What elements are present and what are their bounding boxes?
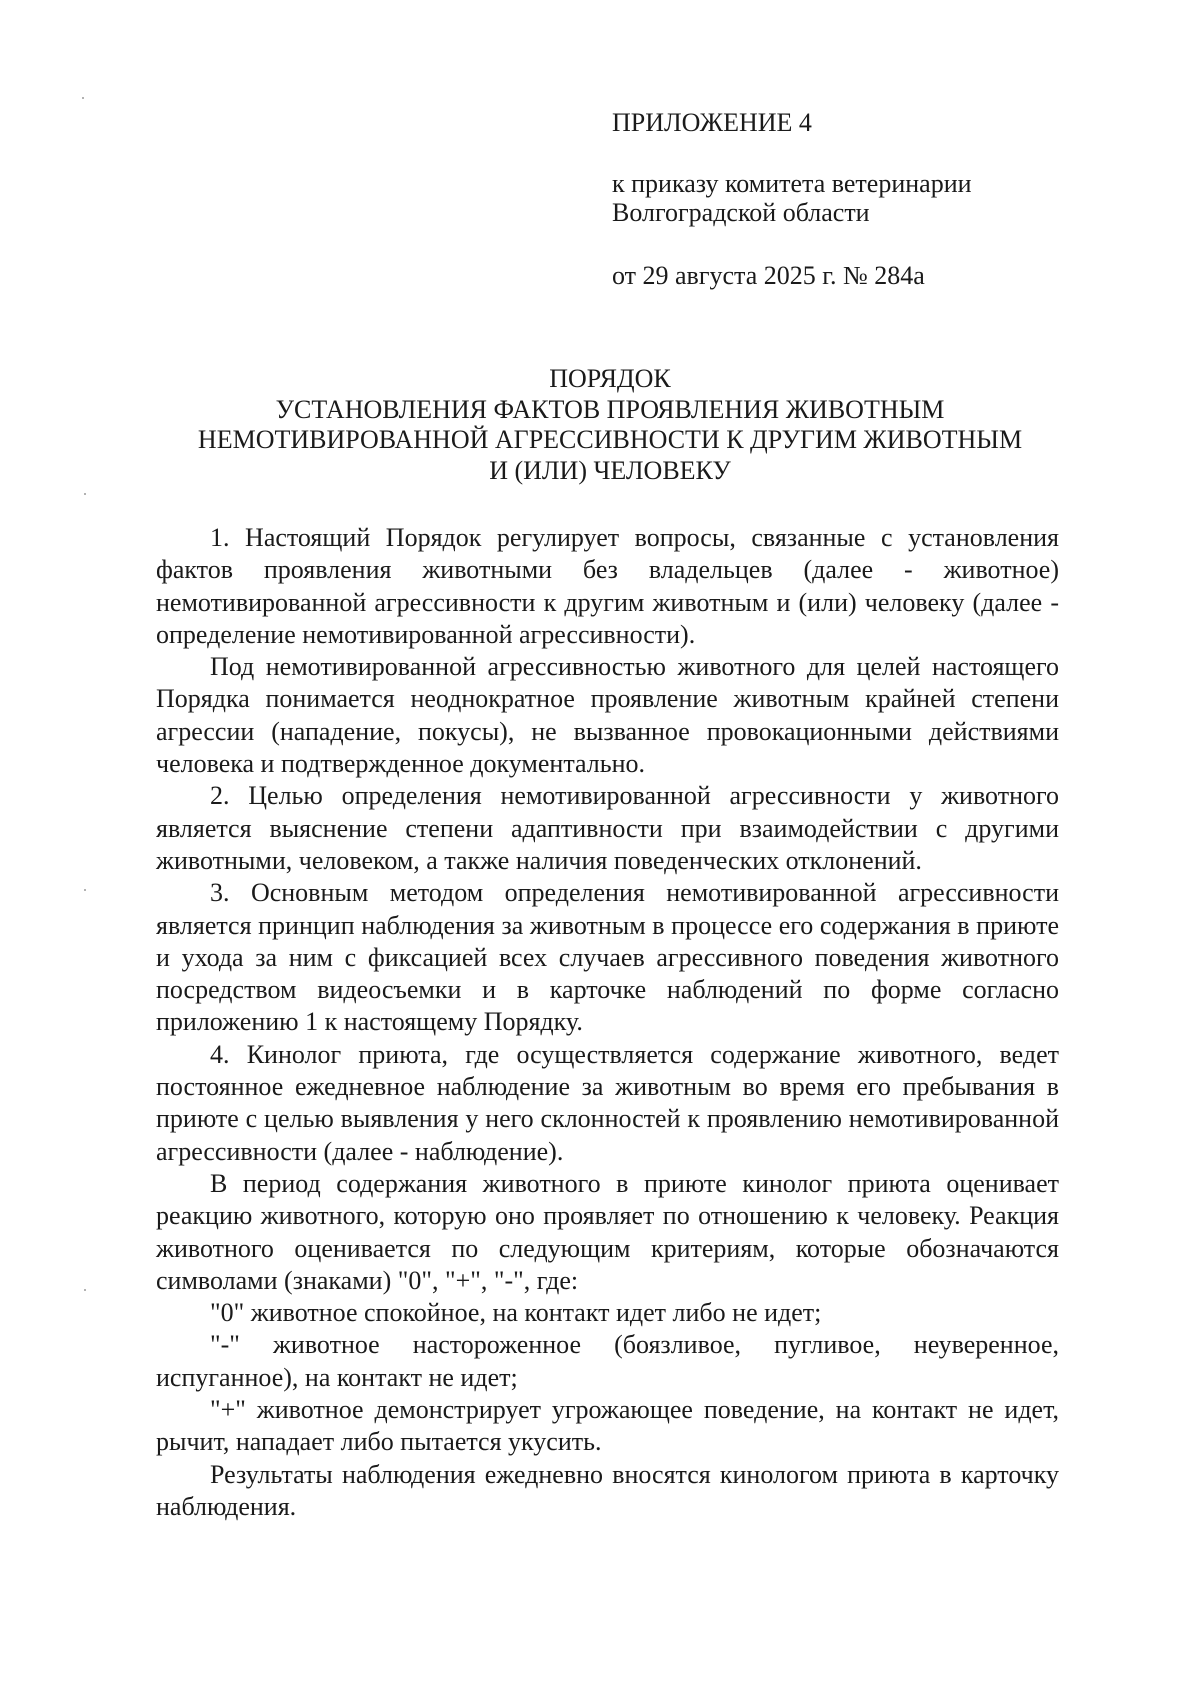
scan-speck — [82, 97, 84, 99]
appendix-date-number: от 29 августа 2025 г. № 284а — [612, 261, 925, 290]
scan-speck — [84, 493, 86, 495]
appendix-reference-line: Волгоградской области — [612, 198, 870, 227]
body-paragraph: 4. Кинолог приюта, где осуществляется содержание животного, ведет постоянное ежедневное наблюдение за животным во время его пребывания в приюте с целью выявления у него склонностей к проявлению немотивированной агрессивности (далее - наблюдение). — [156, 1039, 1059, 1166]
scan-speck — [84, 889, 86, 891]
body-paragraph: 2. Целью определения немотивированной агрессивности у животного является выяснение степени адаптивности при взаимодействии с другими животными, человеком, а также наличия поведенческих отклонений. — [156, 781, 1059, 875]
criterion-plus: "+" животное демонстрирует угрожающее поведение, на контакт не идет, рычит, нападает либо пытается укусить. — [156, 1395, 1059, 1457]
appendix-title: ПРИЛОЖЕНИЕ 4 — [612, 108, 812, 137]
criterion-minus: "-" животное настороженное (боязливое, пугливое, неуверенное, испуганное), на контакт не идет; — [156, 1330, 1059, 1392]
appendix-reference — [612, 169, 1032, 227]
heading-line: ПОРЯДОК — [549, 364, 671, 393]
appendix-block — [612, 108, 1032, 290]
appendix-reference-line: к приказу комитета ветеринарии — [612, 169, 972, 198]
scan-speck — [84, 1289, 86, 1291]
body-paragraph: В период содержания животного в приюте кинолог приюта оценивает реакцию животного, которую оно проявляет по отношению к человеку. Реакция животного оценивается по следующим критериям, которые обозначаются символами (знаками) "0", "+", "-", где: — [156, 1168, 1059, 1295]
body-paragraph: Результаты наблюдения ежедневно вносятся кинологом приюта в карточку наблюдения. — [156, 1459, 1059, 1521]
document-body — [156, 522, 1059, 1523]
heading-line: И (ИЛИ) ЧЕЛОВЕКУ — [489, 455, 731, 485]
criterion-zero: "0" животное спокойное, на контакт идет либо не идет; — [210, 1298, 822, 1328]
heading-line: НЕМОТИВИРОВАННОЙ АГРЕССИВНОСТИ К ДРУГИМ ЖИВОТНЫМ — [197, 425, 1023, 454]
body-paragraph: 3. Основным методом определения немотивированной агрессивности является принцип наблюдения за животным в процессе его содержания в приюте и ухода за ним с фиксацией всех случаев агрессивного поведения животного посредством видеосъемки и в карточке наблюдений по форме согласно приложению 1 к настоящему Порядку. — [156, 878, 1059, 1037]
document-heading — [150, 364, 1070, 486]
body-paragraph: Под немотивированной агрессивностью животного для целей настоящего Порядка понимается неоднократное проявление животным крайней степени агрессии (нападение, покусы), не вызванное провокационными действиями человека и подтвержденное документально. — [156, 652, 1059, 779]
heading-line: УСТАНОВЛЕНИЯ ФАКТОВ ПРОЯВЛЕНИЯ ЖИВОТНЫМ — [275, 394, 945, 424]
body-paragraph: 1. Настоящий Порядок регулирует вопросы, связанные с установления фактов проявления животными без владельцев (далее - животное) немотивированной агрессивности к другим животным и (или) человеку (далее - определение немотивированной агрессивности). — [156, 523, 1059, 649]
